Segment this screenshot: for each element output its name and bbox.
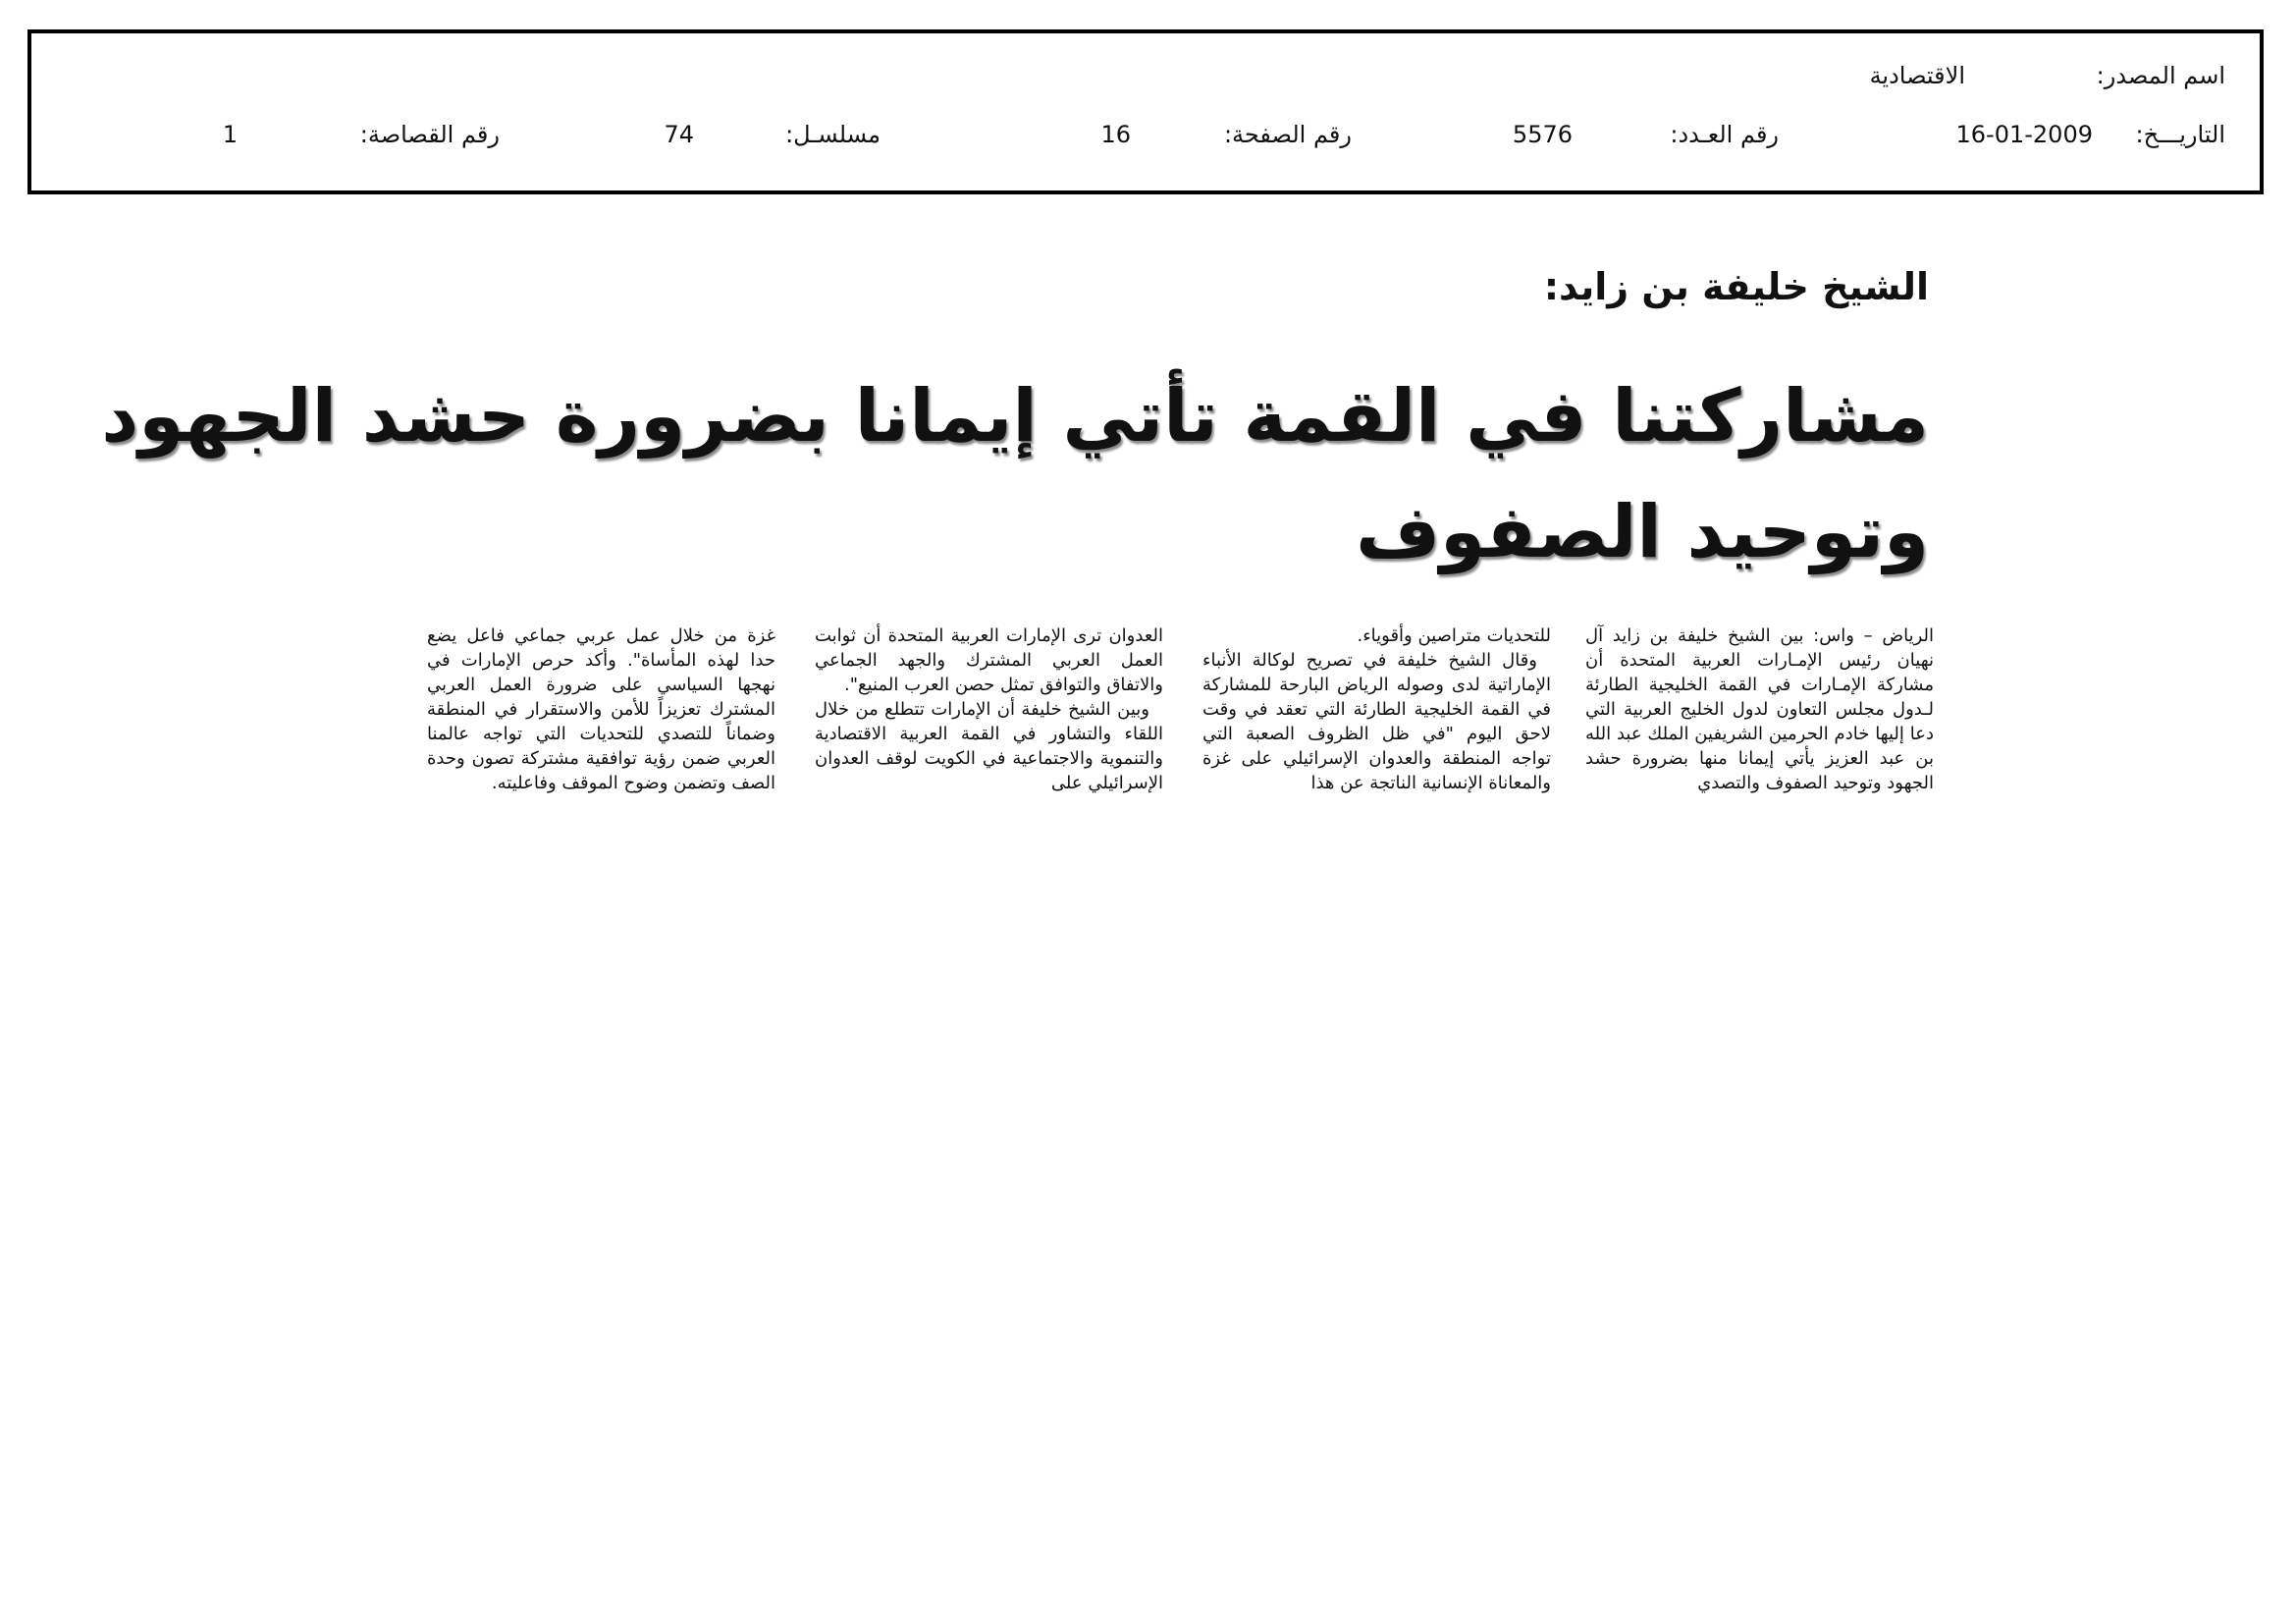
source-label: اسم المصدر:	[2096, 62, 2225, 89]
issue-value: 5576	[1512, 121, 1573, 148]
article-column-1	[1585, 623, 1934, 1095]
clipping-metadata-box	[27, 29, 2264, 194]
date-value: 16-01-2009	[1955, 121, 2093, 148]
column-1-text: الرياض – واس: بين الشيخ خليفة بن زايد آل نهيان رئيس الإمـارات العربية المتحدة أن مشاركة الإمـارات في القمة الخليجية الطارئة لـدول مجلس التعاون لدول الخليج العربية التي دعا إليها خادم الحرمين الشريفين الملك عبد الله بن عبد العزيز يأتي إيمانا منها بضرورة حشد الجهود وتوحيد الصفوف والتصدي	[1585, 625, 1934, 793]
clipping-number-value: 1	[222, 121, 238, 148]
issue-label: رقم العـدد:	[1670, 121, 1779, 148]
article-column-2	[1202, 623, 1551, 1095]
article-kicker: الشيخ خليفة بن زايد:	[1543, 265, 1929, 308]
column-2-paragraph-1: للتحديات متراصين وأقوياء.	[1357, 625, 1551, 646]
headline-line-2: وتوحيد الصفوف	[1356, 490, 1929, 574]
date-label: التاريـــخ:	[2135, 121, 2225, 148]
column-3-paragraph-1: العدوان ترى الإمارات العربية المتحدة أن ثوابت العمل العربي المشترك والجهد الجماعي والاتفاق والتوافق تمثل حصن العرب المنيع".	[815, 625, 1163, 695]
serial-label: مسلسـل:	[785, 121, 881, 148]
column-3-paragraph-2: وبين الشيخ خليفة أن الإمارات تتطلع من خلال اللقاء والتشاور في القمة العربية الاقتصادية والتنموية والاجتماعية في الكويت لوقف العدوان الإسرائيلي على	[815, 699, 1163, 793]
serial-value: 74	[664, 121, 694, 148]
article-headline	[101, 358, 1929, 590]
newspaper-clipping	[101, 236, 1944, 889]
headline-line-1: مشاركتنا في القمة تأتي إيمانا بضرورة حشد الجهود	[101, 374, 1929, 459]
article-column-3	[815, 623, 1163, 1095]
article-column-4	[427, 623, 775, 1095]
column-4-text: غزة من خلال عمل عربي جماعي فاعل يضع حدا لهذه المأساة". وأكد حرص الإمارات في نهجها السياسي على ضرورة العمل العربي المشترك تعزيزاً للأمن والاستقرار في المنطقة وضماناً للتصدي للتحديات التي تواجه عالمنا العربي ضمن رؤية توافقية مشتركة تصون وحدة الصف وتضمن وضوح الموقف وفاعليته.	[427, 625, 775, 793]
column-2-paragraph-2: وقال الشيخ خليفة في تصريح لوكالة الأنباء الإماراتية لدى وصوله الرياض البارحة للمشاركة في القمة الخليجية الطارئة التي تعقد في وقت لاحق اليوم "في ظل الظروف الصعبة التي تواجه المنطقة والعدوان الإسرائيلي على غزة والمعاناة الإنسانية الناتجة عن هذا	[1202, 650, 1551, 793]
page-value: 16	[1100, 121, 1131, 148]
clipping-number-label: رقم القصاصة:	[359, 121, 500, 148]
page-label: رقم الصفحة:	[1223, 121, 1352, 148]
source-value: الاقتصادية	[1869, 62, 1965, 89]
